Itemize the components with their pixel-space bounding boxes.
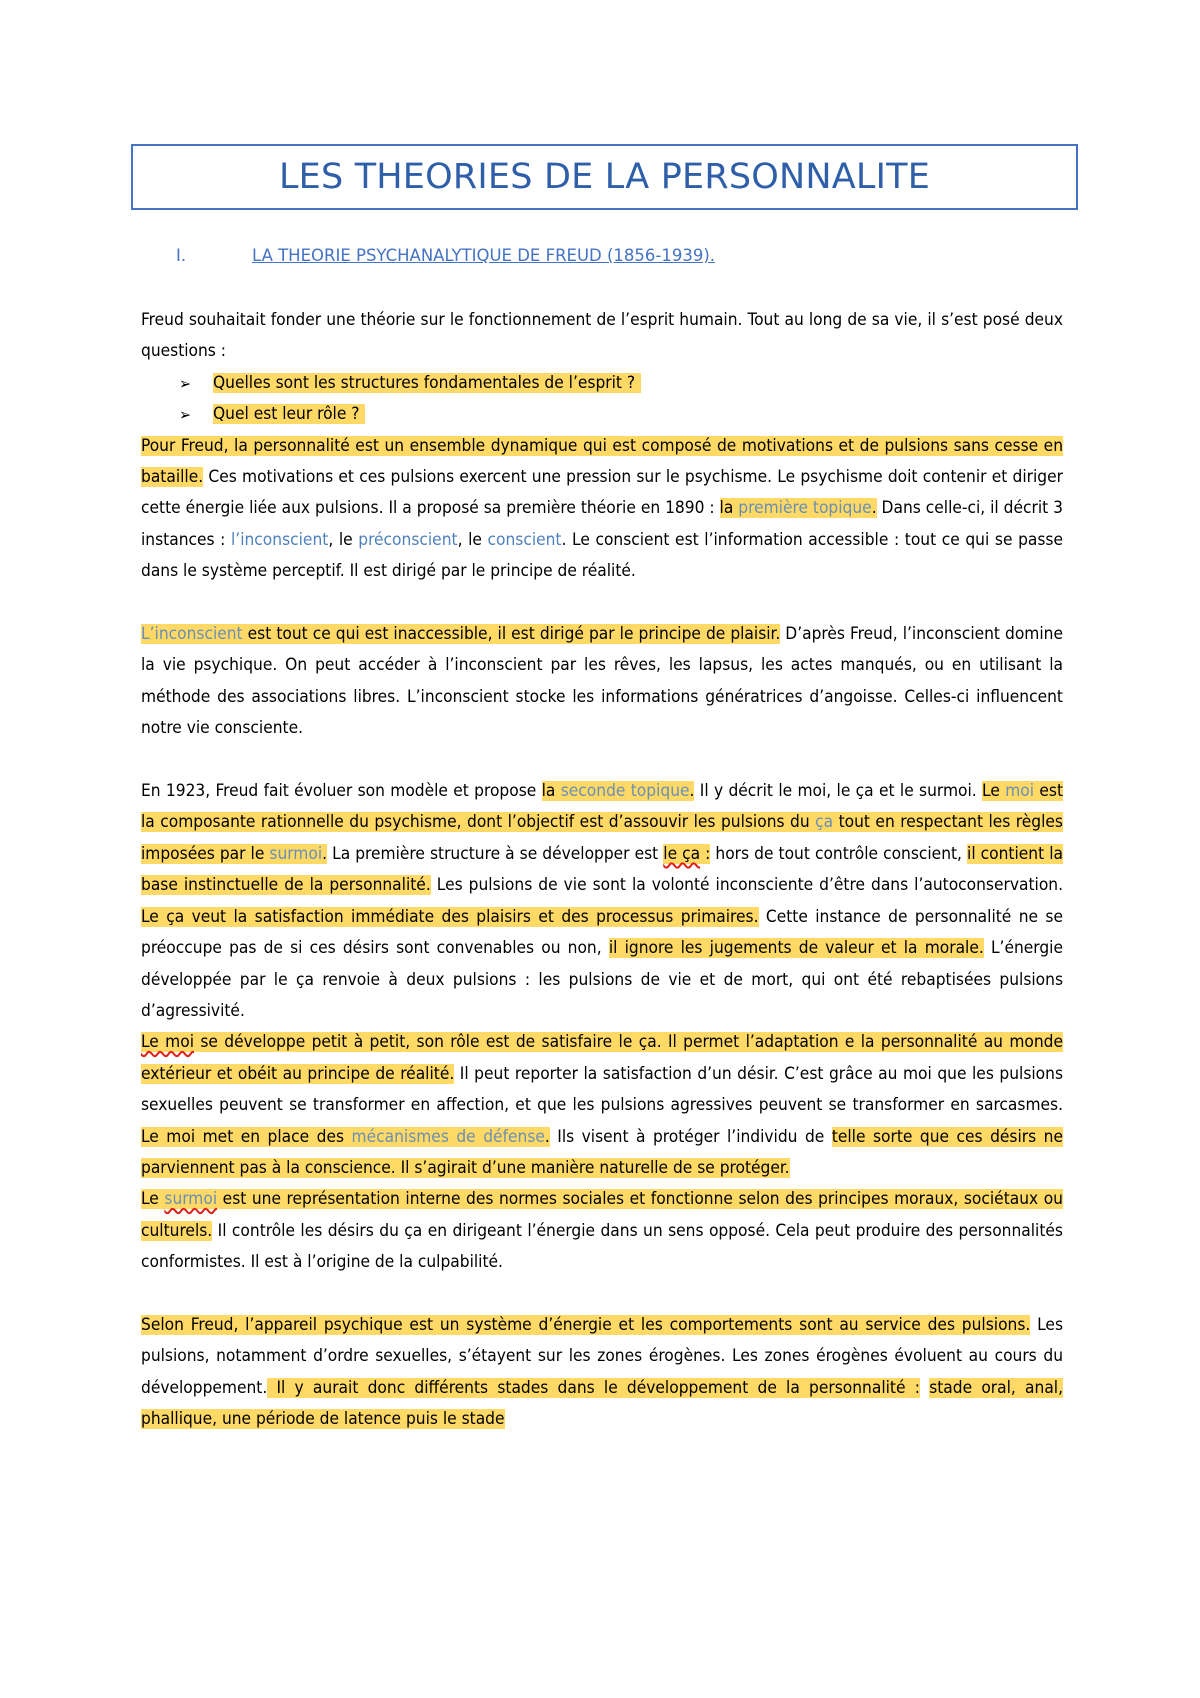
highlight: . <box>689 781 695 802</box>
keyword-highlight: ça <box>815 812 834 833</box>
spellcheck-highlight: Le moi <box>141 1032 195 1053</box>
text: D’après Freud, l’inconscient domine la vie psychique. On peut accéder à l’inconscient par les rêves, les lapsus, les actes manqués, ou en utilisant la méthode des associations libres. L’inconscient stocke les informations génératrices d’angoisse. Celles-ci influencent notre vie consciente. <box>141 624 1063 739</box>
highlight: telle sorte que ces désirs ne parviennent pas à la conscience. Il s’agirait d’une manière naturelle de se protéger. <box>141 1126 1063 1178</box>
document-body <box>141 305 1063 1436</box>
highlight: Pour Freud, la personnalité est un ensemble dynamique qui est composé de motivations et de pulsions sans cesse en bataille. <box>141 435 1063 488</box>
text: Il contrôle les désirs du ça en dirigeant l’énergie dans un sens opposé. Cela peut produire des personnalités conformistes. Il est à l’origine de la culpabilité. <box>141 1220 1063 1273</box>
text: Les pulsions, notamment d’ordre sexuelles, s’étayent sur les zones érogènes. Les zones érogènes évoluent au cours du développement. <box>141 1314 1064 1398</box>
question-list <box>141 368 1063 431</box>
keyword-highlight: L’inconscient <box>141 624 243 645</box>
highlight: Selon Freud, l’appareil psychique est un système d’énergie et les comportements sont au service des pulsions. <box>141 1314 1031 1335</box>
text: Il peut reporter la satisfaction d’un désir. C’est grâce au moi que les pulsions sexuelles peuvent se transformer en affection, et que les pulsions agressives peuvent se transformer en sarcasmes. <box>141 1063 1063 1116</box>
highlight: il contient la base instinctuelle de la personnalité. <box>141 843 1063 896</box>
keyword-highlight: surmoi <box>164 1189 218 1210</box>
spacer <box>141 588 1063 619</box>
paragraph-psychic-apparatus <box>141 1310 1063 1436</box>
keyword-highlight: première topique <box>738 498 872 519</box>
intro-text: Freud souhaitait fonder une théorie sur le fonctionnement de l’esprit humain. Tout au long de sa vie, il s’est posé deux questions : <box>141 310 1063 362</box>
highlight: se développe petit à petit, son rôle est de satisfaire le ça. Il permet l’adaptation e la personnalité au monde extérieur et obéit au principe de réalité. <box>141 1032 1063 1084</box>
spacer <box>141 745 1063 776</box>
highlight: . <box>322 843 328 864</box>
highlight: Le moi met en place des <box>141 1126 352 1147</box>
list-item <box>141 368 1063 399</box>
text: Les pulsions de vie sont la volonté inconsciente d’être dans l’autoconservation. <box>430 875 1064 896</box>
section-number: I. <box>176 246 187 265</box>
highlight: Il y aurait donc différents stades dans le développement de la personnalité : <box>267 1377 920 1398</box>
text <box>920 1378 929 1398</box>
section-title: LA THEORIE PSYCHANALYTIQUE DE FREUD (1856-1939). <box>252 246 716 265</box>
paragraph-first-topic <box>141 431 1063 588</box>
paragraph-unconscious <box>141 619 1063 745</box>
highlight: Le <box>982 781 1006 802</box>
intro-paragraph <box>141 305 1063 368</box>
title-box <box>131 144 1078 210</box>
text: Ces motivations et ces pulsions exercent une pression sur le psychisme. Le psychisme doit contenir et diriger cette énergie liée aux pulsions. Il a proposé sa première théorie en 1890 : <box>141 467 1063 519</box>
arrow-bullet-icon: ➢ <box>179 405 192 425</box>
spellcheck-highlight: le ça <box>663 843 701 864</box>
highlight: tout en respectant les règles imposées par le <box>141 812 1063 864</box>
arrow-bullet-icon: ➢ <box>179 373 192 393</box>
highlight: Le <box>141 1189 165 1210</box>
highlight: : <box>700 843 711 864</box>
list-item-text: Quel est leur rôle ? <box>213 404 365 424</box>
keyword-highlight: moi <box>1005 781 1035 802</box>
text: La première structure à se développer est <box>327 843 664 864</box>
keyword: préconscient <box>358 529 458 550</box>
keyword: l’inconscient <box>231 529 329 550</box>
list-item <box>141 399 1063 430</box>
text: Ils visent à protéger l’individu de <box>549 1126 832 1147</box>
highlight: Le ça veut la satisfaction immédiate des plaisirs et des processus primaires. <box>141 906 759 927</box>
text: L’énergie développée par le ça renvoie à deux pulsions : les pulsions de vie et de mort, qui ont été rebaptisées pulsions d’agressivité. <box>141 938 1063 1021</box>
text: Dans celle-ci, il décrit 3 instances : <box>141 498 1063 550</box>
text: En 1923, Freud fait évoluer son modèle et propose <box>141 781 542 802</box>
highlight: la <box>719 498 739 519</box>
highlight: est la composante rationnelle du psychisme, dont l’objectif est d’assouvir les pulsions du <box>141 781 1063 833</box>
highlight: est une représentation interne des normes sociales et fonctionne selon des principes moraux, sociétaux ou culturels. <box>141 1189 1063 1241</box>
spacer <box>141 1279 1063 1310</box>
keyword-highlight: surmoi <box>269 843 323 864</box>
paragraph-superego <box>141 1184 1063 1278</box>
document-title: LES THEORIES DE LA PERSONNALITE <box>278 157 931 197</box>
text: , le <box>457 529 488 550</box>
highlight: il ignore les jugements de valeur et la morale. <box>608 938 984 959</box>
highlight: stade oral, anal, phallique, une période de latence puis le stade <box>141 1377 1064 1430</box>
text: Cette instance de personnalité ne se préoccupe pas de si ces désirs sont convenables ou non, <box>141 906 1063 959</box>
keyword-highlight: seconde topique <box>560 781 690 802</box>
paragraph-ego <box>141 1027 1063 1184</box>
highlight: est tout ce qui est inaccessible, il est dirigé par le principe de plaisir. <box>242 624 781 645</box>
text: . Le conscient est l’information accessible : tout ce qui se passe dans le système perceptif. Il est dirigé par le principe de réalité. <box>141 529 1063 582</box>
text: Il y décrit le moi, le ça et le surmoi. <box>694 781 983 802</box>
highlight: . <box>871 498 877 519</box>
text: hors de tout contrôle conscient, <box>710 843 968 864</box>
highlight: la <box>541 781 561 802</box>
section-heading <box>176 246 715 265</box>
paragraph-second-topic <box>141 776 1063 1027</box>
keyword: conscient <box>487 529 562 550</box>
highlight: . <box>544 1126 550 1147</box>
list-item-text: Quelles sont les structures fondamentales de l’esprit ? <box>213 373 641 393</box>
text: , le <box>328 529 359 550</box>
keyword-highlight: mécanismes de défense <box>351 1126 545 1147</box>
